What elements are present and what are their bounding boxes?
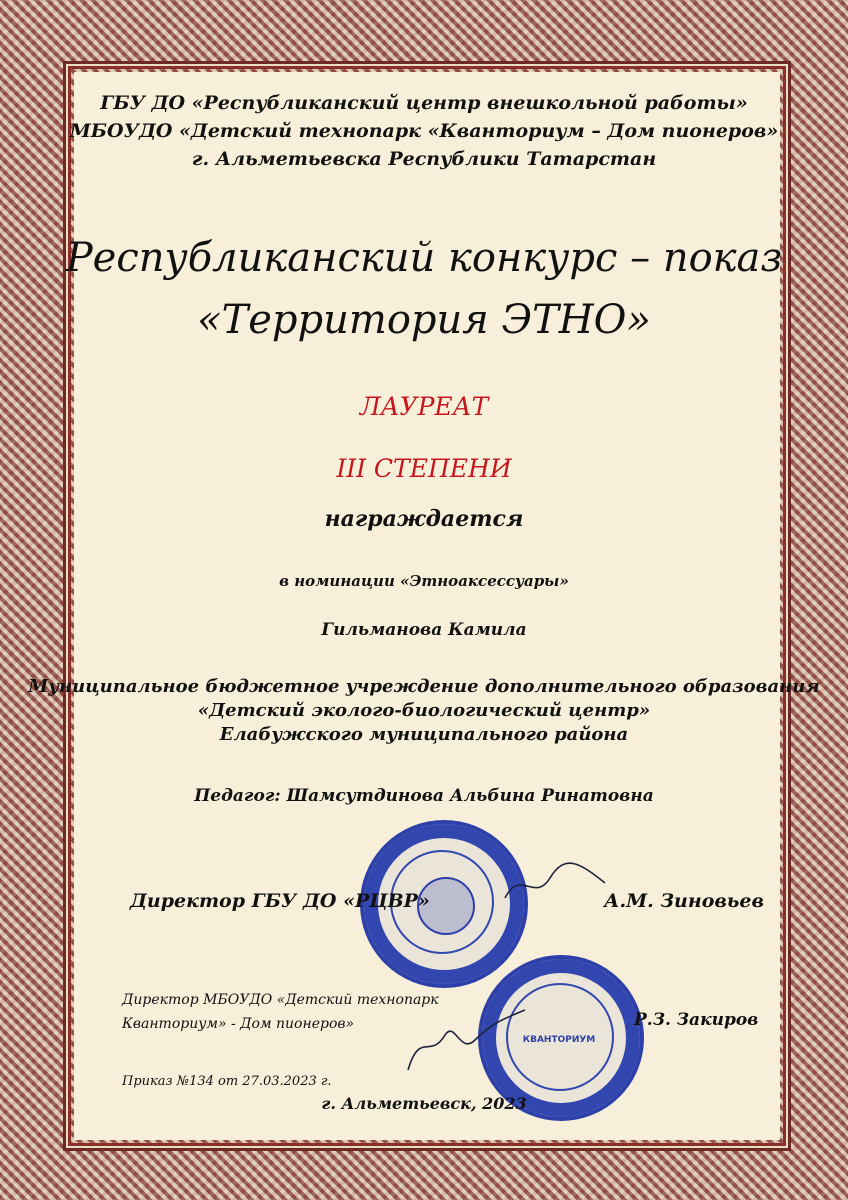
- institution-line-2: «Детский эколого-биологический центр»: [197, 700, 651, 721]
- award-rank: ЛАУРЕАТ: [359, 392, 489, 421]
- signature-1-icon: [500, 858, 610, 908]
- order-number: Приказ №134 от 27.03.2023 г.: [122, 1074, 332, 1089]
- director2-name: Р.З. Закиров: [634, 1010, 759, 1030]
- institution-line-1: Муниципальное бюджетное учреждение дополнительного образования: [28, 676, 820, 697]
- award-degree: III СТЕПЕНИ: [336, 454, 512, 483]
- header-line-1: ГБУ ДО «Республиканский центр внешкольной работы»: [100, 92, 748, 114]
- director2-title-line-2: Кванториум» - Дом пионеров»: [122, 1016, 355, 1032]
- header-line-3: г. Альметьевска Республики Татарстан: [191, 148, 657, 170]
- recipient-name: Гильманова Камила: [321, 620, 527, 640]
- place-year: г. Альметьевск, 2023: [321, 1094, 527, 1113]
- stamp-label: КВАНТОРИУМ: [522, 1035, 596, 1045]
- institution-line-3: Елабужского муниципального района: [219, 724, 629, 745]
- director1-name: А.М. Зиновьев: [604, 890, 764, 912]
- nomination: в номинации «Этноаксессуары»: [279, 572, 569, 590]
- director2-title-line-1: Директор МБОУДО «Детский технопарк: [122, 992, 439, 1008]
- director1-title: Директор ГБУ ДО «РЦВР»: [130, 890, 430, 912]
- awarded-text: награждается: [324, 506, 524, 532]
- title-line-1: Республиканский конкурс – показ: [65, 235, 783, 281]
- header-line-2: МБОУДО «Детский технопарк «Кванториум – Дом пионеров»: [69, 120, 779, 142]
- signature-2-icon: [400, 1000, 530, 1080]
- title-line-2: «Территория ЭТНО»: [197, 297, 651, 343]
- teacher: Педагог: Шамсутдинова Альбина Ринатовна: [194, 786, 654, 806]
